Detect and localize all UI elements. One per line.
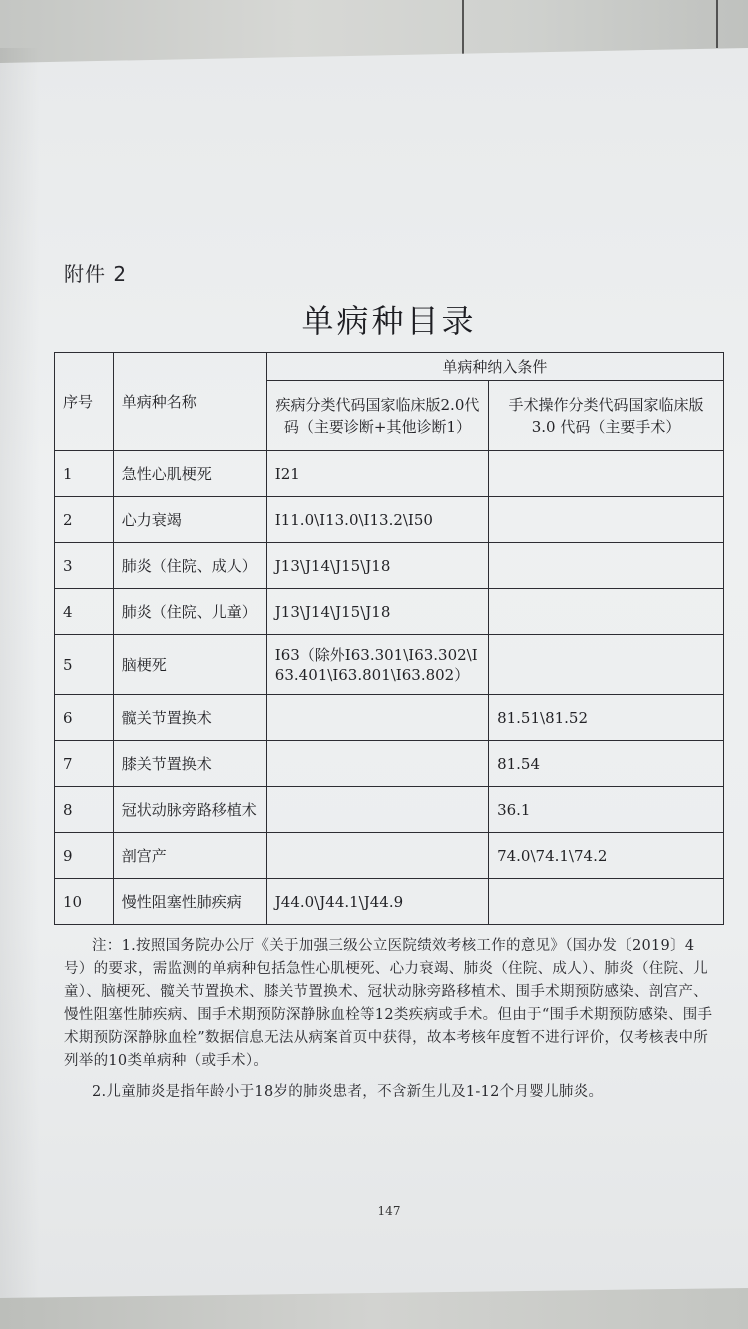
header-diagnosis-code: 疾病分类代码国家临床版2.0代码（主要诊断+其他诊断1） <box>266 381 488 451</box>
table-row <box>55 879 724 925</box>
disease-name: 急性心肌梗死 <box>113 451 266 497</box>
disease-name: 冠状动脉旁路移植术 <box>113 787 266 833</box>
row-number: 1 <box>55 451 114 497</box>
procedure-code: 36.1 <box>489 787 724 833</box>
disease-name: 脑梗死 <box>113 635 266 695</box>
diagnosis-code <box>266 741 488 787</box>
header-inclusion-criteria: 单病种纳入条件 <box>266 353 723 381</box>
diagnosis-code: I63（除外I63.301\I63.302\I63.401\I63.801\I63.802） <box>266 635 488 695</box>
disease-name: 剖宫产 <box>113 833 266 879</box>
disease-name: 髋关节置换术 <box>113 695 266 741</box>
note-2: 2.儿童肺炎是指年龄小于18岁的肺炎患者，不含新生儿及1-12个月婴儿肺炎。 <box>92 1084 604 1100</box>
procedure-code <box>489 451 724 497</box>
diagnosis-code <box>266 695 488 741</box>
row-number: 9 <box>55 833 114 879</box>
procedure-code <box>489 879 724 925</box>
procedure-code <box>489 543 724 589</box>
procedure-code: 81.54 <box>489 741 724 787</box>
disease-name: 心力衰竭 <box>113 497 266 543</box>
header-no: 序号 <box>55 353 114 451</box>
procedure-code: 81.51\81.52 <box>489 695 724 741</box>
annex-label: 附件 2 <box>64 262 128 286</box>
table-row <box>55 787 724 833</box>
header-name: 单病种名称 <box>113 353 266 451</box>
table-row <box>55 451 724 497</box>
table-row <box>55 635 724 695</box>
disease-name: 肺炎（住院、儿童） <box>113 589 266 635</box>
diagnosis-code <box>266 787 488 833</box>
row-number: 10 <box>55 879 114 925</box>
row-number: 6 <box>55 695 114 741</box>
header-procedure-code: 手术操作分类代码国家临床版 3.0 代码（主要手术） <box>489 381 724 451</box>
notes-section <box>64 935 714 1104</box>
diagnosis-code: I21 <box>266 451 488 497</box>
table-row <box>55 695 724 741</box>
table-row <box>55 497 724 543</box>
table-row <box>55 741 724 787</box>
table-row <box>55 589 724 635</box>
procedure-code: 74.0\74.1\74.2 <box>489 833 724 879</box>
disease-name: 慢性阻塞性肺疾病 <box>113 879 266 925</box>
page-title: 单病种目录 <box>301 302 477 340</box>
diagnosis-code: J13\J14\J15\J18 <box>266 543 488 589</box>
row-number: 8 <box>55 787 114 833</box>
row-number: 3 <box>55 543 114 589</box>
procedure-code <box>489 497 724 543</box>
diagnosis-code: J13\J14\J15\J18 <box>266 589 488 635</box>
diagnosis-code <box>266 833 488 879</box>
row-number: 2 <box>55 497 114 543</box>
background-seam <box>462 0 464 60</box>
disease-catalog-table <box>54 352 724 925</box>
background-seam <box>716 0 718 48</box>
table-header-row <box>55 353 724 381</box>
procedure-code <box>489 589 724 635</box>
page-number: 147 <box>377 1204 401 1218</box>
disease-name: 肺炎（住院、成人） <box>113 543 266 589</box>
table-row <box>55 543 724 589</box>
row-number: 7 <box>55 741 114 787</box>
note-1: 注：1.按照国务院办公厅《关于加强三级公立医院绩效考核工作的意见》（国办发〔2019〕4号）的要求，需监测的单病种包括急性心肌梗死、心力衰竭、肺炎（住院、成人）、肺炎（住院、儿童）、脑梗死、髋关节置换术、膝关节置换术、冠状动脉旁路移植术、围手术期预防感染、剖宫产、慢性阻塞性肺疾病、围手术期预防深静脉血栓等12类疾病或手术。但由于“围手术期预防感染、围手术期预防深静脉血栓”数据信息无法从病案首页中获得，故本考核年度暂不进行评价，仅考核表中所列举的10类单病种（或手术）。 <box>64 938 713 1069</box>
row-number: 4 <box>55 589 114 635</box>
diagnosis-code: I11.0\I13.0\I13.2\I50 <box>266 497 488 543</box>
table-row <box>55 833 724 879</box>
row-number: 5 <box>55 635 114 695</box>
diagnosis-code: J44.0\J44.1\J44.9 <box>266 879 488 925</box>
disease-name: 膝关节置换术 <box>113 741 266 787</box>
paper-shadow <box>0 48 40 1298</box>
procedure-code <box>489 635 724 695</box>
